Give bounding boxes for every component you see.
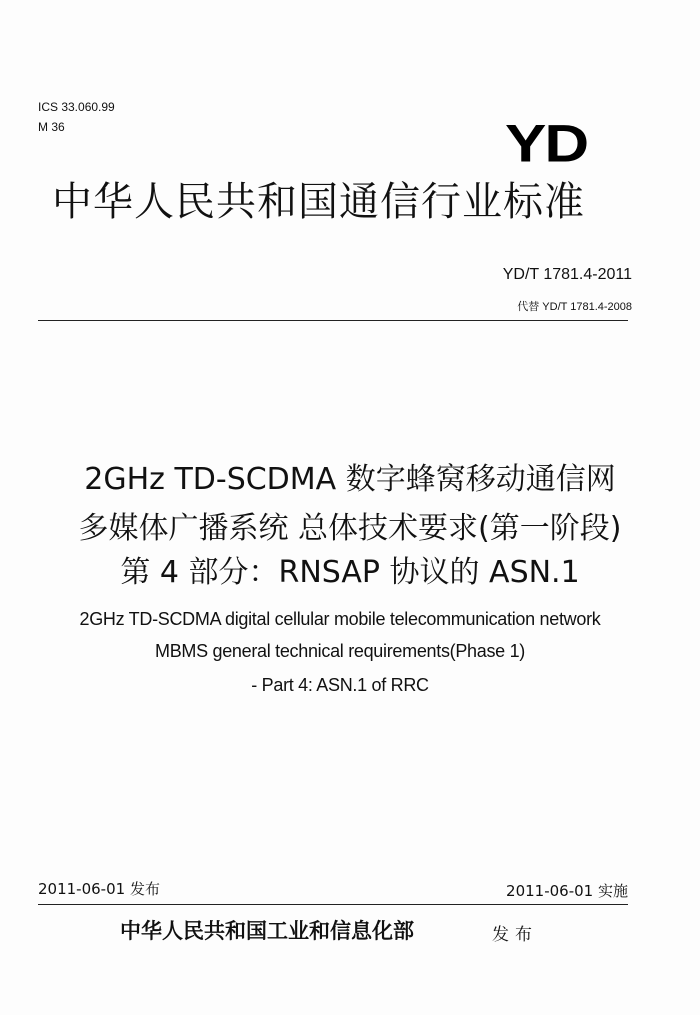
chinese-title-line-1: 2GHz TD-SCDMA 数字蜂窝移动通信网: [84, 462, 616, 497]
publish-label: 发布: [492, 925, 538, 945]
english-title-line-3: - Part 4: ASN.1 of RRC: [251, 675, 429, 695]
publisher-name: 中华人民共和国工业和信息化部: [120, 918, 414, 943]
issue-date: 2011-06-01 发布: [38, 880, 160, 898]
ccs-code: M 36: [38, 120, 65, 134]
standard-category-title: 中华人民共和国通信行业标准: [52, 179, 585, 225]
standard-number: YD/T 1781.4-2011: [502, 266, 632, 283]
footer-divider: [38, 904, 628, 905]
ics-code: ICS 33.060.99: [38, 100, 115, 114]
implementation-date: 2011-06-01 实施: [506, 882, 628, 900]
chinese-title-line-3: 第 4 部分：RNSAP 协议的 ASN.1: [120, 555, 580, 590]
header-divider: [38, 320, 628, 321]
replaces-standard: 代替 YD/T 1781.4-2008: [517, 301, 632, 313]
english-title-line-1: 2GHz TD-SCDMA digital cellular mobile telecommunication network: [79, 609, 601, 629]
chinese-title-line-2: 多媒体广播系统 总体技术要求(第一阶段): [78, 511, 622, 546]
yd-logo: YD: [505, 114, 588, 174]
english-title-line-2: MBMS general technical requirements(Phase 1): [155, 641, 525, 661]
